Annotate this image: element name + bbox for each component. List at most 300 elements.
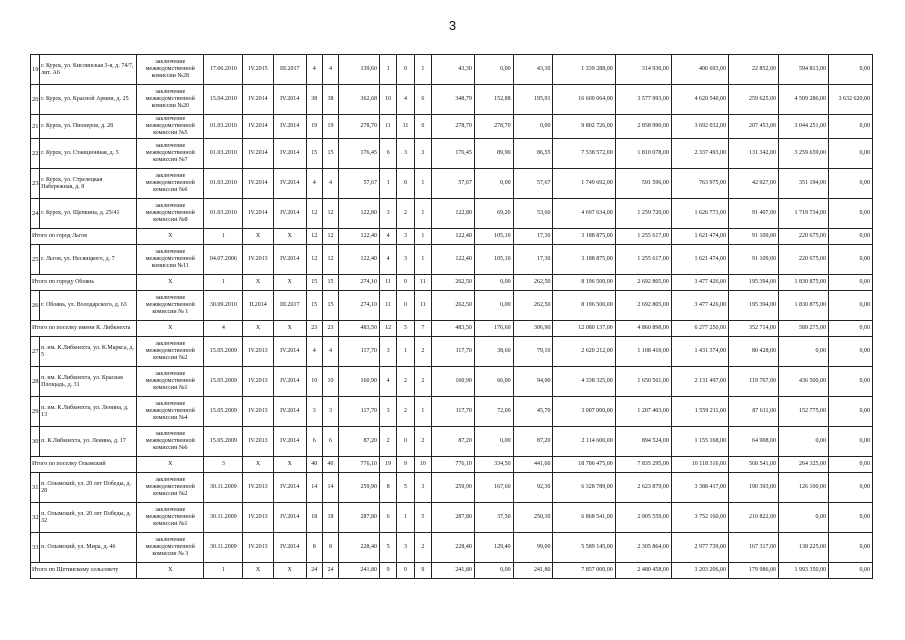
c4-cell: 11 <box>397 115 414 139</box>
m4-cell: 568 541,00 <box>728 457 778 473</box>
area4-cell: 195,91 <box>513 85 553 115</box>
doc-cell: X <box>137 321 204 337</box>
m4-cell: 195 394,00 <box>728 291 778 321</box>
m1-cell: 8 196 500,00 <box>553 291 615 321</box>
q2-cell: IV.2014 <box>273 397 306 427</box>
m3-cell: 6 277 250,00 <box>671 321 728 337</box>
m6-cell: 0,00 <box>828 367 872 397</box>
area2-cell: 160,90 <box>432 367 475 397</box>
q1-cell: IV.2013 <box>243 533 274 563</box>
m5-cell: 126 100,00 <box>778 473 828 503</box>
c4-cell: 3 <box>397 245 414 275</box>
address-cell: п. им. К.Либкнехта, ул. Ленина, д. 13 <box>40 397 137 427</box>
c5-cell: 2 <box>414 367 431 397</box>
area2-cell: 262,50 <box>432 275 475 291</box>
date-cell: 04.07.2006 <box>204 245 243 275</box>
doc-cell: X <box>137 457 204 473</box>
q2-cell: III.2017 <box>273 291 306 321</box>
c4-cell: 5 <box>397 321 414 337</box>
area4-cell: 17,30 <box>513 229 553 245</box>
q1-cell: II.2014 <box>243 291 274 321</box>
m1-cell: 1 339 288,00 <box>553 55 615 85</box>
m2-cell: 1 259 720,00 <box>615 199 671 229</box>
m6-cell: 0,00 <box>828 139 872 169</box>
q2-cell: IV.2014 <box>273 169 306 199</box>
area2-cell: 117,70 <box>432 397 475 427</box>
m2-cell: 2 623 879,00 <box>615 473 671 503</box>
resettlement-table <box>30 54 873 579</box>
date-cell: 15.04.2010 <box>204 85 243 115</box>
m3-cell: 763 975,00 <box>671 169 728 199</box>
m1-cell: 3 188 875,00 <box>553 245 615 275</box>
row-number: 21 <box>31 115 40 139</box>
q1-cell: IV.2013 <box>243 337 274 367</box>
table-row <box>31 55 873 85</box>
q1-cell: IV.2014 <box>243 85 274 115</box>
area4-cell: 0,00 <box>513 115 553 139</box>
date-cell: 4 <box>204 321 243 337</box>
c2-cell: 3 <box>322 397 338 427</box>
area4-cell: 441,60 <box>513 457 553 473</box>
m1-cell: 7 857 000,00 <box>553 563 615 579</box>
c2-cell: 15 <box>322 275 338 291</box>
c4-cell: 0 <box>397 55 414 85</box>
m4-cell: 91 407,00 <box>728 199 778 229</box>
table-row <box>31 533 873 563</box>
c4-cell: 5 <box>397 473 414 503</box>
c3-cell: 11 <box>380 275 397 291</box>
c5-cell: 3 <box>414 473 431 503</box>
date-cell: 01.03.2010 <box>204 139 243 169</box>
q2-cell: IV.2014 <box>273 139 306 169</box>
address-cell: г. Обоянь, ул. Володарского, д. 63 <box>40 291 137 321</box>
area3-cell: 334,50 <box>474 457 513 473</box>
m5-cell: 3 044 251,00 <box>778 115 828 139</box>
area4-cell: 262,50 <box>513 275 553 291</box>
m1-cell: 6 328 789,00 <box>553 473 615 503</box>
address-cell: п. им. К.Либкнехта, ул. К.Маркса, д. 5 <box>40 337 137 367</box>
m3-cell: 2 131 497,00 <box>671 367 728 397</box>
date-cell: 15.05.2009 <box>204 397 243 427</box>
c2-cell: 23 <box>322 321 338 337</box>
area3-cell: 278,70 <box>474 115 513 139</box>
c2-cell: 4 <box>322 337 338 367</box>
c2-cell: 19 <box>322 115 338 139</box>
area1-cell: 483,50 <box>339 321 380 337</box>
m3-cell: 10 118 316,00 <box>671 457 728 473</box>
address-cell: г. Льгов, ул. Несвицкого, д. 7 <box>40 245 137 275</box>
doc-cell: заключение межведомственной комиссии №5 <box>137 115 204 139</box>
m2-cell: 2 480 458,00 <box>615 563 671 579</box>
area2-cell: 43,30 <box>432 55 475 85</box>
c2-cell: 15 <box>322 291 338 321</box>
m4-cell: 22 852,00 <box>728 55 778 85</box>
area1-cell: 278,70 <box>339 115 380 139</box>
table-row <box>31 397 873 427</box>
area1-cell: 176,45 <box>339 139 380 169</box>
m3-cell: 2 977 739,00 <box>671 533 728 563</box>
m6-cell: 0,00 <box>828 563 872 579</box>
area2-cell: 122,40 <box>432 229 475 245</box>
q2-cell: III.2017 <box>273 55 306 85</box>
subtotal-label: Итого по Щетинскому сельсовету <box>31 563 137 579</box>
m1-cell: 6 868 541,00 <box>553 503 615 533</box>
date-cell: 30.11.2009 <box>204 533 243 563</box>
c4-cell: 3 <box>397 229 414 245</box>
address-cell: п. Олымский, ул. 20 лет Победы, д. 32 <box>40 503 137 533</box>
m1-cell: 8 196 500,00 <box>553 275 615 291</box>
doc-cell: заключение межведомственной комиссии №28 <box>137 55 204 85</box>
c3-cell: 11 <box>380 115 397 139</box>
m2-cell: 2 905 559,00 <box>615 503 671 533</box>
page-number: 3 <box>448 18 457 33</box>
row-number: 31 <box>31 473 40 503</box>
m3-cell: 1 621 474,00 <box>671 229 728 245</box>
area3-cell: 69,20 <box>474 199 513 229</box>
address-cell: п. Олымский, ул. Мира, д. 46 <box>40 533 137 563</box>
m2-cell: 2 305 864,00 <box>615 533 671 563</box>
area2-cell: 122,40 <box>432 245 475 275</box>
m2-cell: 1 108 410,00 <box>615 337 671 367</box>
date-cell: 1 <box>204 275 243 291</box>
area3-cell: 167,60 <box>474 473 513 503</box>
c1-cell: 19 <box>306 115 322 139</box>
area4-cell: 57,67 <box>513 169 553 199</box>
q1-cell: X <box>243 275 274 291</box>
m6-cell: 0,00 <box>828 199 872 229</box>
date-cell: 1 <box>204 563 243 579</box>
row-number: 22 <box>31 139 40 169</box>
c3-cell: 10 <box>380 85 397 115</box>
c1-cell: 4 <box>306 169 322 199</box>
c5-cell: 10 <box>414 457 431 473</box>
c3-cell: 4 <box>380 367 397 397</box>
date-cell: 01.03.2010 <box>204 199 243 229</box>
m3-cell: 2 337 493,00 <box>671 139 728 169</box>
doc-cell: заключение межведомственной комиссии №1 <box>137 367 204 397</box>
area3-cell: 0,00 <box>474 169 513 199</box>
subtotal-row <box>31 275 873 291</box>
c5-cell: 3 <box>414 139 431 169</box>
c2-cell: 24 <box>322 563 338 579</box>
doc-cell: заключение межведомственной комиссии №7 <box>137 139 204 169</box>
doc-cell: заключение межведомственной комиссии №20 <box>137 85 204 115</box>
c5-cell: 1 <box>414 245 431 275</box>
c4-cell: 3 <box>397 139 414 169</box>
c1-cell: 4 <box>306 337 322 367</box>
area2-cell: 176,45 <box>432 139 475 169</box>
m4-cell: 190 393,00 <box>728 473 778 503</box>
m6-cell: 0,00 <box>828 427 872 457</box>
c5-cell: 1 <box>414 229 431 245</box>
row-number: 23 <box>31 169 40 199</box>
q2-cell: X <box>273 457 306 473</box>
m4-cell: 42 927,00 <box>728 169 778 199</box>
q1-cell: IV.2013 <box>243 473 274 503</box>
m4-cell: 119 767,00 <box>728 367 778 397</box>
c5-cell: 5 <box>414 503 431 533</box>
table-row <box>31 139 873 169</box>
m4-cell: 210 822,00 <box>728 503 778 533</box>
m5-cell: 589 275,00 <box>778 321 828 337</box>
m2-cell: 2 692 805,00 <box>615 275 671 291</box>
address-cell: п. К.Либкнехта, ул. Ленина, д. 17 <box>40 427 137 457</box>
c3-cell: 3 <box>380 199 397 229</box>
m1-cell: 1 749 692,00 <box>553 169 615 199</box>
m2-cell: 591 596,00 <box>615 169 671 199</box>
date-cell: 17.06.2010 <box>204 55 243 85</box>
m5-cell: 138 225,00 <box>778 533 828 563</box>
date-cell: 15.05.2009 <box>204 337 243 367</box>
doc-cell: X <box>137 563 204 579</box>
m4-cell: 195 394,00 <box>728 275 778 291</box>
c2-cell: 18 <box>322 503 338 533</box>
m5-cell: 3 259 659,00 <box>778 139 828 169</box>
m4-cell: 207 453,00 <box>728 115 778 139</box>
row-number: 24 <box>31 199 40 229</box>
c1-cell: 40 <box>306 457 322 473</box>
area2-cell: 262,50 <box>432 291 475 321</box>
c4-cell: 2 <box>397 397 414 427</box>
doc-cell: X <box>137 229 204 245</box>
area4-cell: 43,30 <box>513 55 553 85</box>
m6-cell: 0,00 <box>828 229 872 245</box>
q2-cell: X <box>273 275 306 291</box>
c2-cell: 12 <box>322 245 338 275</box>
area1-cell: 117,70 <box>339 337 380 367</box>
subtotal-row <box>31 563 873 579</box>
area2-cell: 287,80 <box>432 503 475 533</box>
area4-cell: 45,70 <box>513 397 553 427</box>
q2-cell: IV.2014 <box>273 533 306 563</box>
m5-cell: 152 775,00 <box>778 397 828 427</box>
m5-cell: 4 509 286,00 <box>778 85 828 115</box>
q1-cell: X <box>243 229 274 245</box>
c5-cell: 7 <box>414 321 431 337</box>
date-cell: 1 <box>204 229 243 245</box>
m2-cell: 4 860 898,00 <box>615 321 671 337</box>
m4-cell: 87 611,00 <box>728 397 778 427</box>
area3-cell: 152,88 <box>474 85 513 115</box>
m5-cell: 0,00 <box>778 337 828 367</box>
area3-cell: 37,50 <box>474 503 513 533</box>
m1-cell: 5 589 145,00 <box>553 533 615 563</box>
m6-cell: 0,00 <box>828 275 872 291</box>
area3-cell: 89,90 <box>474 139 513 169</box>
c3-cell: 1 <box>380 169 397 199</box>
doc-cell: заключение межведомственной комиссии № 3 <box>137 533 204 563</box>
m6-cell: 0,00 <box>828 291 872 321</box>
c4-cell: 0 <box>397 427 414 457</box>
m1-cell: 2 620 212,00 <box>553 337 615 367</box>
area1-cell: 274,10 <box>339 275 380 291</box>
row-number: 33 <box>31 533 40 563</box>
c2-cell: 14 <box>322 473 338 503</box>
area4-cell: 87,20 <box>513 427 553 457</box>
m5-cell: 1 830 875,00 <box>778 275 828 291</box>
doc-cell: X <box>137 275 204 291</box>
area1-cell: 122,40 <box>339 229 380 245</box>
c4-cell: 0 <box>397 275 414 291</box>
row-number: 29 <box>31 397 40 427</box>
m5-cell: 351 194,00 <box>778 169 828 199</box>
q2-cell: X <box>273 563 306 579</box>
q1-cell: X <box>243 563 274 579</box>
q1-cell: IV.2014 <box>243 139 274 169</box>
m4-cell: 80 428,00 <box>728 337 778 367</box>
m1-cell: 12 080 137,00 <box>553 321 615 337</box>
m4-cell: 259 625,00 <box>728 85 778 115</box>
date-cell: 30.11.2009 <box>204 503 243 533</box>
c5-cell: 2 <box>414 337 431 367</box>
m6-cell: 0,00 <box>828 55 872 85</box>
date-cell: 15.05.2009 <box>204 427 243 457</box>
area2-cell: 117,70 <box>432 337 475 367</box>
row-number: 28 <box>31 367 40 397</box>
c3-cell: 4 <box>380 245 397 275</box>
area3-cell: 0,00 <box>474 55 513 85</box>
m2-cell: 1 255 617,00 <box>615 229 671 245</box>
m5-cell: 0,00 <box>778 503 828 533</box>
table-row <box>31 85 873 115</box>
area4-cell: 17,30 <box>513 245 553 275</box>
c1-cell: 38 <box>306 85 322 115</box>
c1-cell: 12 <box>306 245 322 275</box>
q1-cell: IV.2013 <box>243 427 274 457</box>
c5-cell: 11 <box>414 275 431 291</box>
table-row <box>31 199 873 229</box>
address-cell: п. им. К.Либкнехта, ул. Красная Площадь, д. 31 <box>40 367 137 397</box>
q2-cell: X <box>273 321 306 337</box>
area4-cell: 79,10 <box>513 337 553 367</box>
c2-cell: 4 <box>322 169 338 199</box>
q1-cell: IV.2013 <box>243 397 274 427</box>
area4-cell: 241,80 <box>513 563 553 579</box>
c1-cell: 23 <box>306 321 322 337</box>
area2-cell: 348,79 <box>432 85 475 115</box>
m2-cell: 7 835 295,00 <box>615 457 671 473</box>
c1-cell: 8 <box>306 533 322 563</box>
m1-cell: 4 338 325,00 <box>553 367 615 397</box>
m6-cell: 0,00 <box>828 503 872 533</box>
area1-cell: 122,80 <box>339 199 380 229</box>
table-row <box>31 473 873 503</box>
m3-cell: 1 626 773,00 <box>671 199 728 229</box>
table-row <box>31 245 873 275</box>
row-number: 19 <box>31 55 40 85</box>
address-cell: п. Олымский, ул. 20 лет Победы, д. 28 <box>40 473 137 503</box>
area4-cell: 99,00 <box>513 533 553 563</box>
m3-cell: 3 477 426,00 <box>671 275 728 291</box>
c5-cell: 1 <box>414 169 431 199</box>
q2-cell: IV.2014 <box>273 427 306 457</box>
c4-cell: 2 <box>397 367 414 397</box>
m3-cell: 406 693,00 <box>671 55 728 85</box>
q1-cell: IV.2014 <box>243 115 274 139</box>
table-row <box>31 291 873 321</box>
doc-cell: заключение межведомственной комиссии №1 <box>137 503 204 533</box>
area2-cell: 57,67 <box>432 169 475 199</box>
m5-cell: 594 813,00 <box>778 55 828 85</box>
q1-cell: IV.2014 <box>243 199 274 229</box>
doc-cell: заключение межведомственной комиссии №11 <box>137 245 204 275</box>
c2-cell: 38 <box>322 85 338 115</box>
c1-cell: 14 <box>306 473 322 503</box>
c3-cell: 3 <box>380 337 397 367</box>
table-row <box>31 115 873 139</box>
doc-cell: заключение межведомственной комиссии №6 <box>137 169 204 199</box>
address-cell: г. Курск, ул. Стрелецкая Набережная, д. 8 <box>40 169 137 199</box>
address-cell: г. Курск, ул. Пионеров, д. 28 <box>40 115 137 139</box>
c3-cell: 3 <box>380 397 397 427</box>
area2-cell: 122,80 <box>432 199 475 229</box>
m5-cell: 220 675,00 <box>778 229 828 245</box>
area2-cell: 228,40 <box>432 533 475 563</box>
m4-cell: 352 714,00 <box>728 321 778 337</box>
m2-cell: 1 650 561,00 <box>615 367 671 397</box>
c3-cell: 2 <box>380 427 397 457</box>
doc-cell: заключение межведомственной комиссии №2 <box>137 473 204 503</box>
m2-cell: 894 524,00 <box>615 427 671 457</box>
m5-cell: 220 675,00 <box>778 245 828 275</box>
m3-cell: 1 155 168,00 <box>671 427 728 457</box>
c3-cell: 6 <box>380 139 397 169</box>
subtotal-row <box>31 229 873 245</box>
area2-cell: 278,70 <box>432 115 475 139</box>
area1-cell: 259,90 <box>339 473 380 503</box>
area4-cell: 306,90 <box>513 321 553 337</box>
area2-cell: 483,50 <box>432 321 475 337</box>
q1-cell: X <box>243 321 274 337</box>
doc-cell: заключение межведомственной комиссии №6 <box>137 427 204 457</box>
c2-cell: 12 <box>322 199 338 229</box>
area2-cell: 241,80 <box>432 563 475 579</box>
c5-cell: 0 <box>414 115 431 139</box>
row-number: 32 <box>31 503 40 533</box>
m6-cell: 0,00 <box>828 457 872 473</box>
area4-cell: 250,30 <box>513 503 553 533</box>
q2-cell: IV.2014 <box>273 473 306 503</box>
c2-cell: 15 <box>322 139 338 169</box>
area3-cell: 66,00 <box>474 367 513 397</box>
c3-cell: 9 <box>380 563 397 579</box>
q1-cell: IV.2014 <box>243 169 274 199</box>
c1-cell: 10 <box>306 367 322 397</box>
c5-cell: 1 <box>414 199 431 229</box>
address-cell: г. Курск, ул. Щепкина, д. 25/41 <box>40 199 137 229</box>
c4-cell: 0 <box>397 291 414 321</box>
area3-cell: 105,10 <box>474 245 513 275</box>
c1-cell: 12 <box>306 199 322 229</box>
m4-cell: 91 109,00 <box>728 245 778 275</box>
c3-cell: 1 <box>380 55 397 85</box>
c5-cell: 9 <box>414 563 431 579</box>
row-number: 27 <box>31 337 40 367</box>
q2-cell: IV.2014 <box>273 85 306 115</box>
c5-cell: 6 <box>414 85 431 115</box>
m1-cell: 2 114 600,00 <box>553 427 615 457</box>
q1-cell: IV.2013 <box>243 367 274 397</box>
c4-cell: 9 <box>397 457 414 473</box>
area2-cell: 259,90 <box>432 473 475 503</box>
c5-cell: 1 <box>414 397 431 427</box>
m3-cell: 1 559 211,00 <box>671 397 728 427</box>
area3-cell: 0,00 <box>474 427 513 457</box>
date-cell: 15.05.2009 <box>204 367 243 397</box>
m4-cell: 179 986,00 <box>728 563 778 579</box>
q2-cell: IV.2014 <box>273 367 306 397</box>
m4-cell: 167 317,00 <box>728 533 778 563</box>
